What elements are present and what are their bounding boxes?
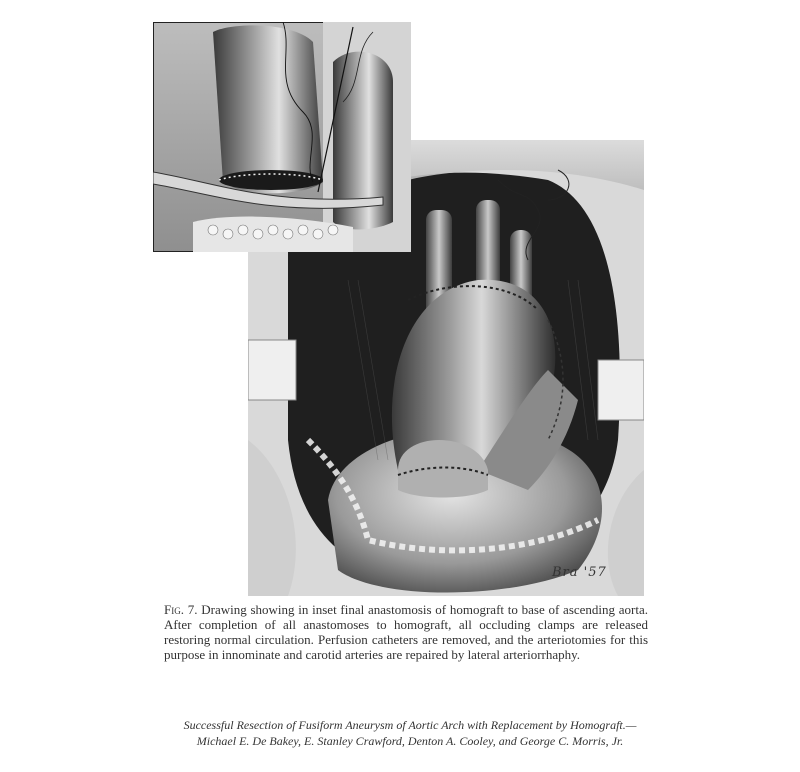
- article-citation: [150, 717, 670, 749]
- citation-title: Successful Resection of Fusiform Aneurysm of Aortic Arch with Replacement by Homograft.—: [183, 718, 637, 732]
- figure-label: Fig. 7.: [164, 602, 198, 617]
- figure: [150, 12, 645, 597]
- figure-caption: [164, 602, 648, 662]
- caption-text: Drawing showing in inset final anastomosis of homograft to base of ascending aorta. After completion of all anastomoses to homograft, all occluding clamps are released restoring normal circulation. Perfusion catheters are removed, and the arteriotomies for this purpose in innominate and carotid arteries are repaired by lateral arteriorrhaphy.: [164, 602, 649, 662]
- surgical-drawing-inset: [153, 22, 411, 252]
- inset-illustration: [153, 22, 411, 252]
- citation-authors: Michael E. De Bakey, E. Stanley Crawford, Denton A. Cooley, and George C. Morris, Jr.: [196, 734, 624, 748]
- artist-signature: Bra '57: [552, 565, 607, 580]
